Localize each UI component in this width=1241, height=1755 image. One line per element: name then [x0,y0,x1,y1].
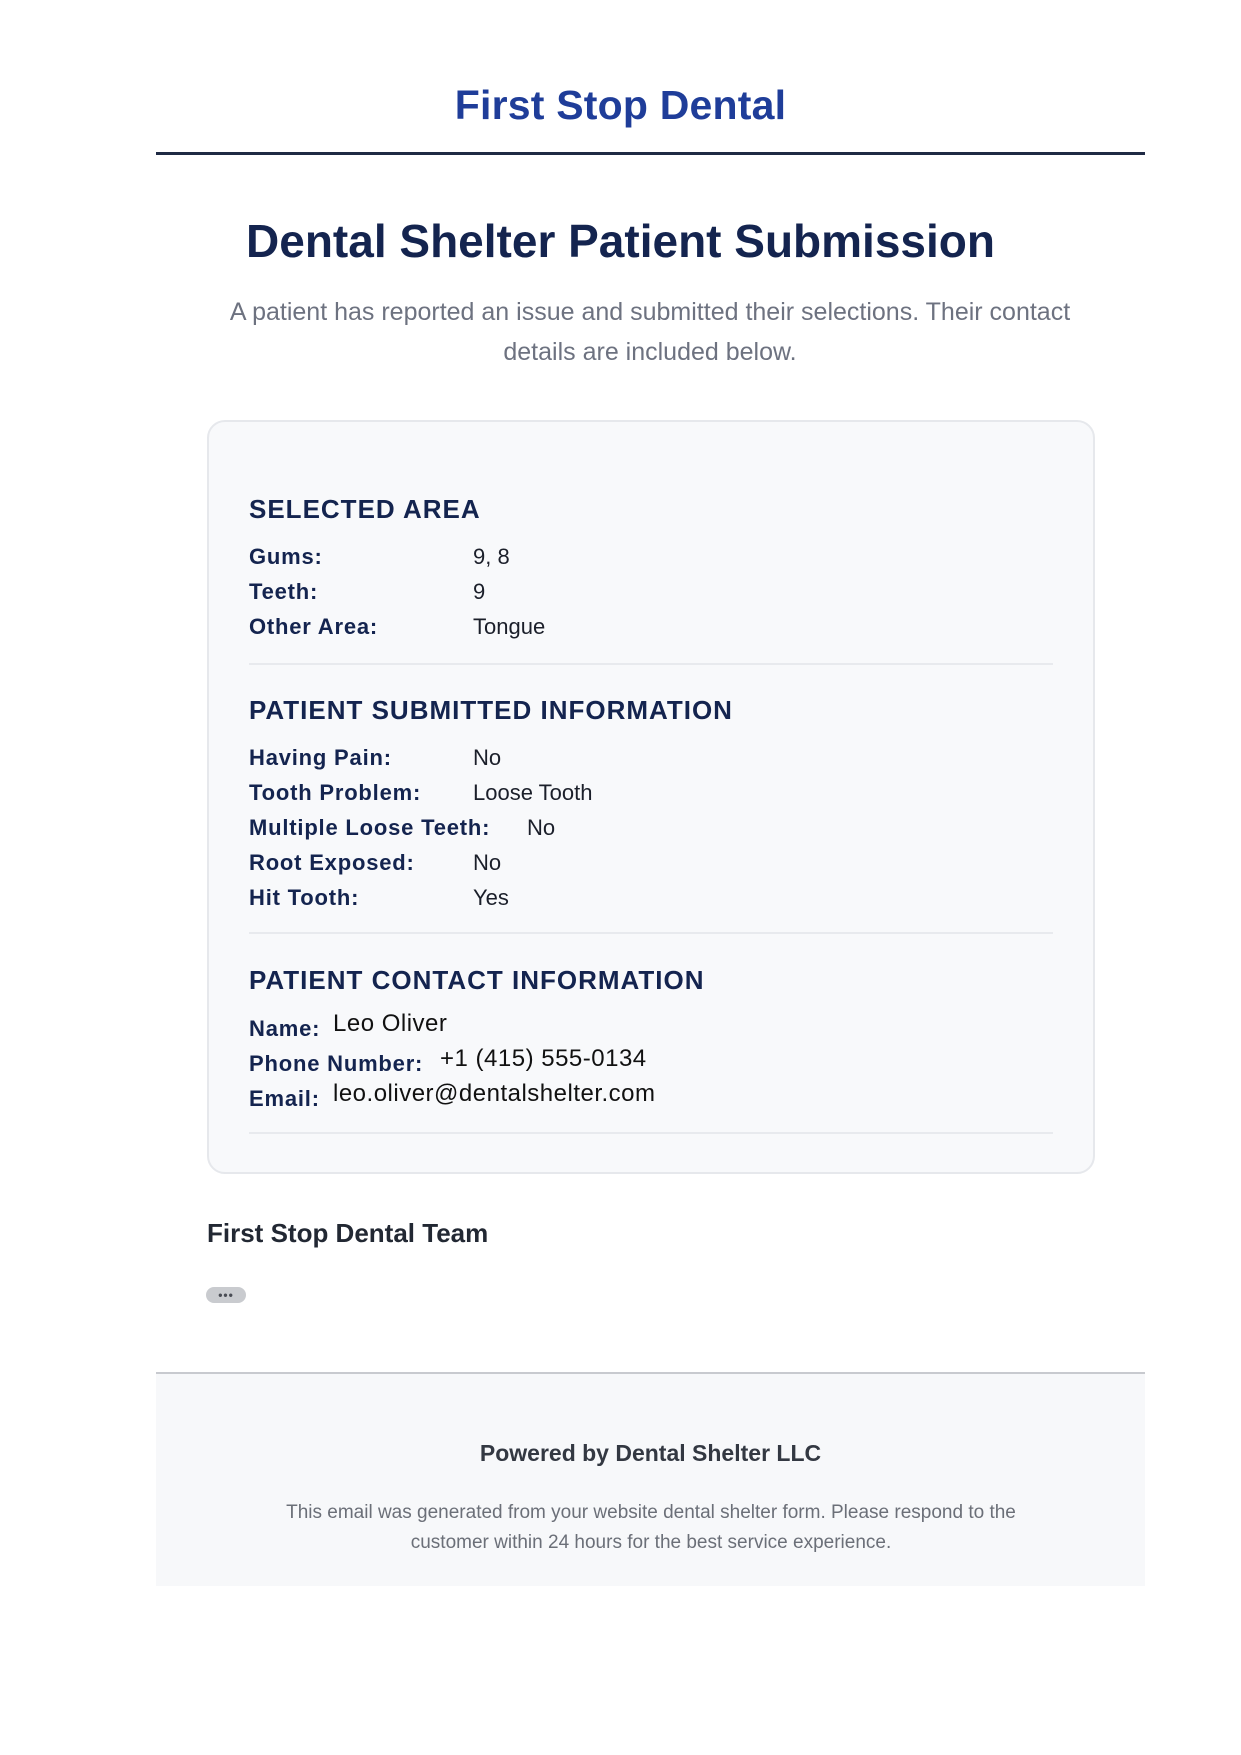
name-value: Leo Oliver [333,1010,448,1037]
phone-label: Phone Number: [249,1051,424,1076]
email-value[interactable]: leo.oliver@dentalshelter.com [333,1080,656,1107]
root-exposed-value: No [473,850,502,875]
other-area-label: Other Area: [249,614,379,639]
submission-card [207,420,1095,1174]
root-exposed-label: Root Exposed: [249,850,415,875]
contact-heading: PATIENT CONTACT INFORMATION [249,965,705,995]
team-signature: First Stop Dental Team [207,1218,489,1248]
footer-title: Powered by Dental Shelter LLC [479,1440,822,1466]
brand-title: First Stop Dental [454,82,787,128]
multiple-loose-teeth-label: Multiple Loose Teeth: [249,815,491,840]
hit-tooth-value: Yes [473,885,509,910]
hit-tooth-label: Hit Tooth: [249,885,360,910]
teeth-label: Teeth: [249,579,319,604]
footer-note: This email was generated from your website dental shelter form. Please respond to the customer within 24 hours for the best service experience. [286,1502,1016,1553]
gums-label: Gums: [249,544,323,569]
having-pain-value: No [473,745,502,770]
ellipsis-icon[interactable]: ••• [206,1287,246,1303]
section-divider [249,932,1053,934]
gums-value: 9, 8 [473,544,510,569]
tooth-problem-label: Tooth Problem: [249,780,422,805]
name-label: Name: [249,1016,321,1041]
multiple-loose-teeth-value: No [527,815,556,840]
header-divider [156,152,1145,155]
tooth-problem-value: Loose Tooth [473,780,593,805]
having-pain-label: Having Pain: [249,745,392,770]
teeth-value: 9 [473,579,486,604]
email-label: Email: [249,1086,320,1111]
section-divider [249,1132,1053,1134]
patient-info-heading: PATIENT SUBMITTED INFORMATION [249,695,733,725]
page-title: Dental Shelter Patient Submission [246,215,995,267]
footer [156,1374,1145,1586]
intro-text: A patient has reported an issue and submitted their selections. Their contact details are included below. [229,298,1071,366]
section-divider [249,663,1053,665]
other-area-value: Tongue [473,614,546,639]
phone-value[interactable]: +1 (415) 555-0134 [440,1045,647,1072]
selected-area-heading: SELECTED AREA [249,494,481,524]
